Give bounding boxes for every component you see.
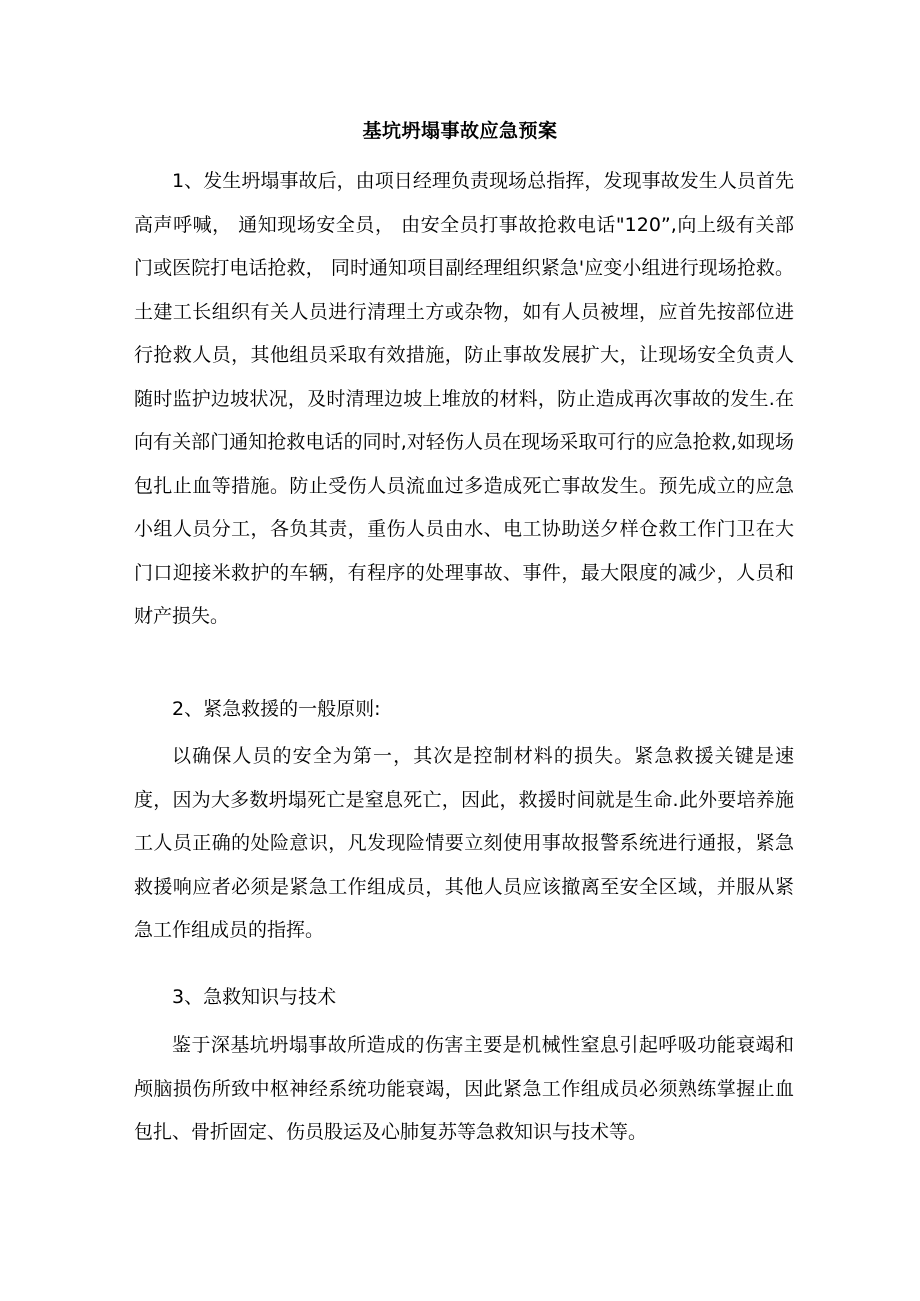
heading-text: 2、紧急救援的一般原则: (172, 698, 381, 720)
paragraph-text: 1、发生坍塌事故后，由项日经理负责现场总指挥，发现事故发生人员首先高声呼喊， 通知现场安全员， 由安全员打事故抢救电话"120”,向上级有关部门或医院打电话抢救， 同时通知项目副经理组织紧急'应变小组进行现场抢救。土建工长组织有关人员进行清理土方或杂物，如有人员被埋，应首先按部位进行抢救人员，其他组员采取有效措施，防止事故发展扩大，让现场安全负责人随时监护边坡状况，及时清理边坡上堆放的材料，防止造成再次事故的发生.在向有关部门通知抢救电话的同时,对轻伤人员在现场采取可行的应急抢救,如现场包扎止血等措施。防止受伤人员流血过多造成死亡事故发生。预先成立的应急小组人员分工，各负其责，重伤人员由水、电工协助送夕样仓救工作门卫在大门口迎接米救护的车辆，有程序的处理事故、事件，最大限度的减少，人员和财产损失。 (134, 170, 794, 627)
paragraph-text: 鉴于深基坑坍塌事故所造成的伤害主要是机械性窒息引起呼吸功能衰竭和颅脑损伤所致中枢神经系统功能衰竭，因此紧急工作组成员必须熟练掌握止血包扎、骨折固定、伤员股运及心肺复苏等急救知识与技术等。 (134, 1034, 794, 1143)
heading-text: 3、急救知识与技术 (172, 986, 337, 1008)
section-2-heading (134, 688, 794, 732)
paragraph-text: 以确保人员的安全为第一，其次是控制材料的损失。紧急救援关键是速度，因为大多数坍塌死亡是窒息死亡，因此，救援时间就是生命.此外要培养施工人员正确的处险意识，凡发现险情要立刻使用事故报警系统进行通报，紧急救援响应者必须是紧急工作组成员，其他人员应该撤离至安全区域，并服从紧急工作组成员的指挥。 (134, 745, 794, 941)
section-3-paragraph (134, 1024, 794, 1155)
section-2-paragraph (134, 735, 794, 953)
section-3-heading (134, 976, 794, 1020)
document-title: 基坑坍塌事故应急预案 (362, 120, 558, 142)
section-1-paragraph (134, 160, 794, 639)
